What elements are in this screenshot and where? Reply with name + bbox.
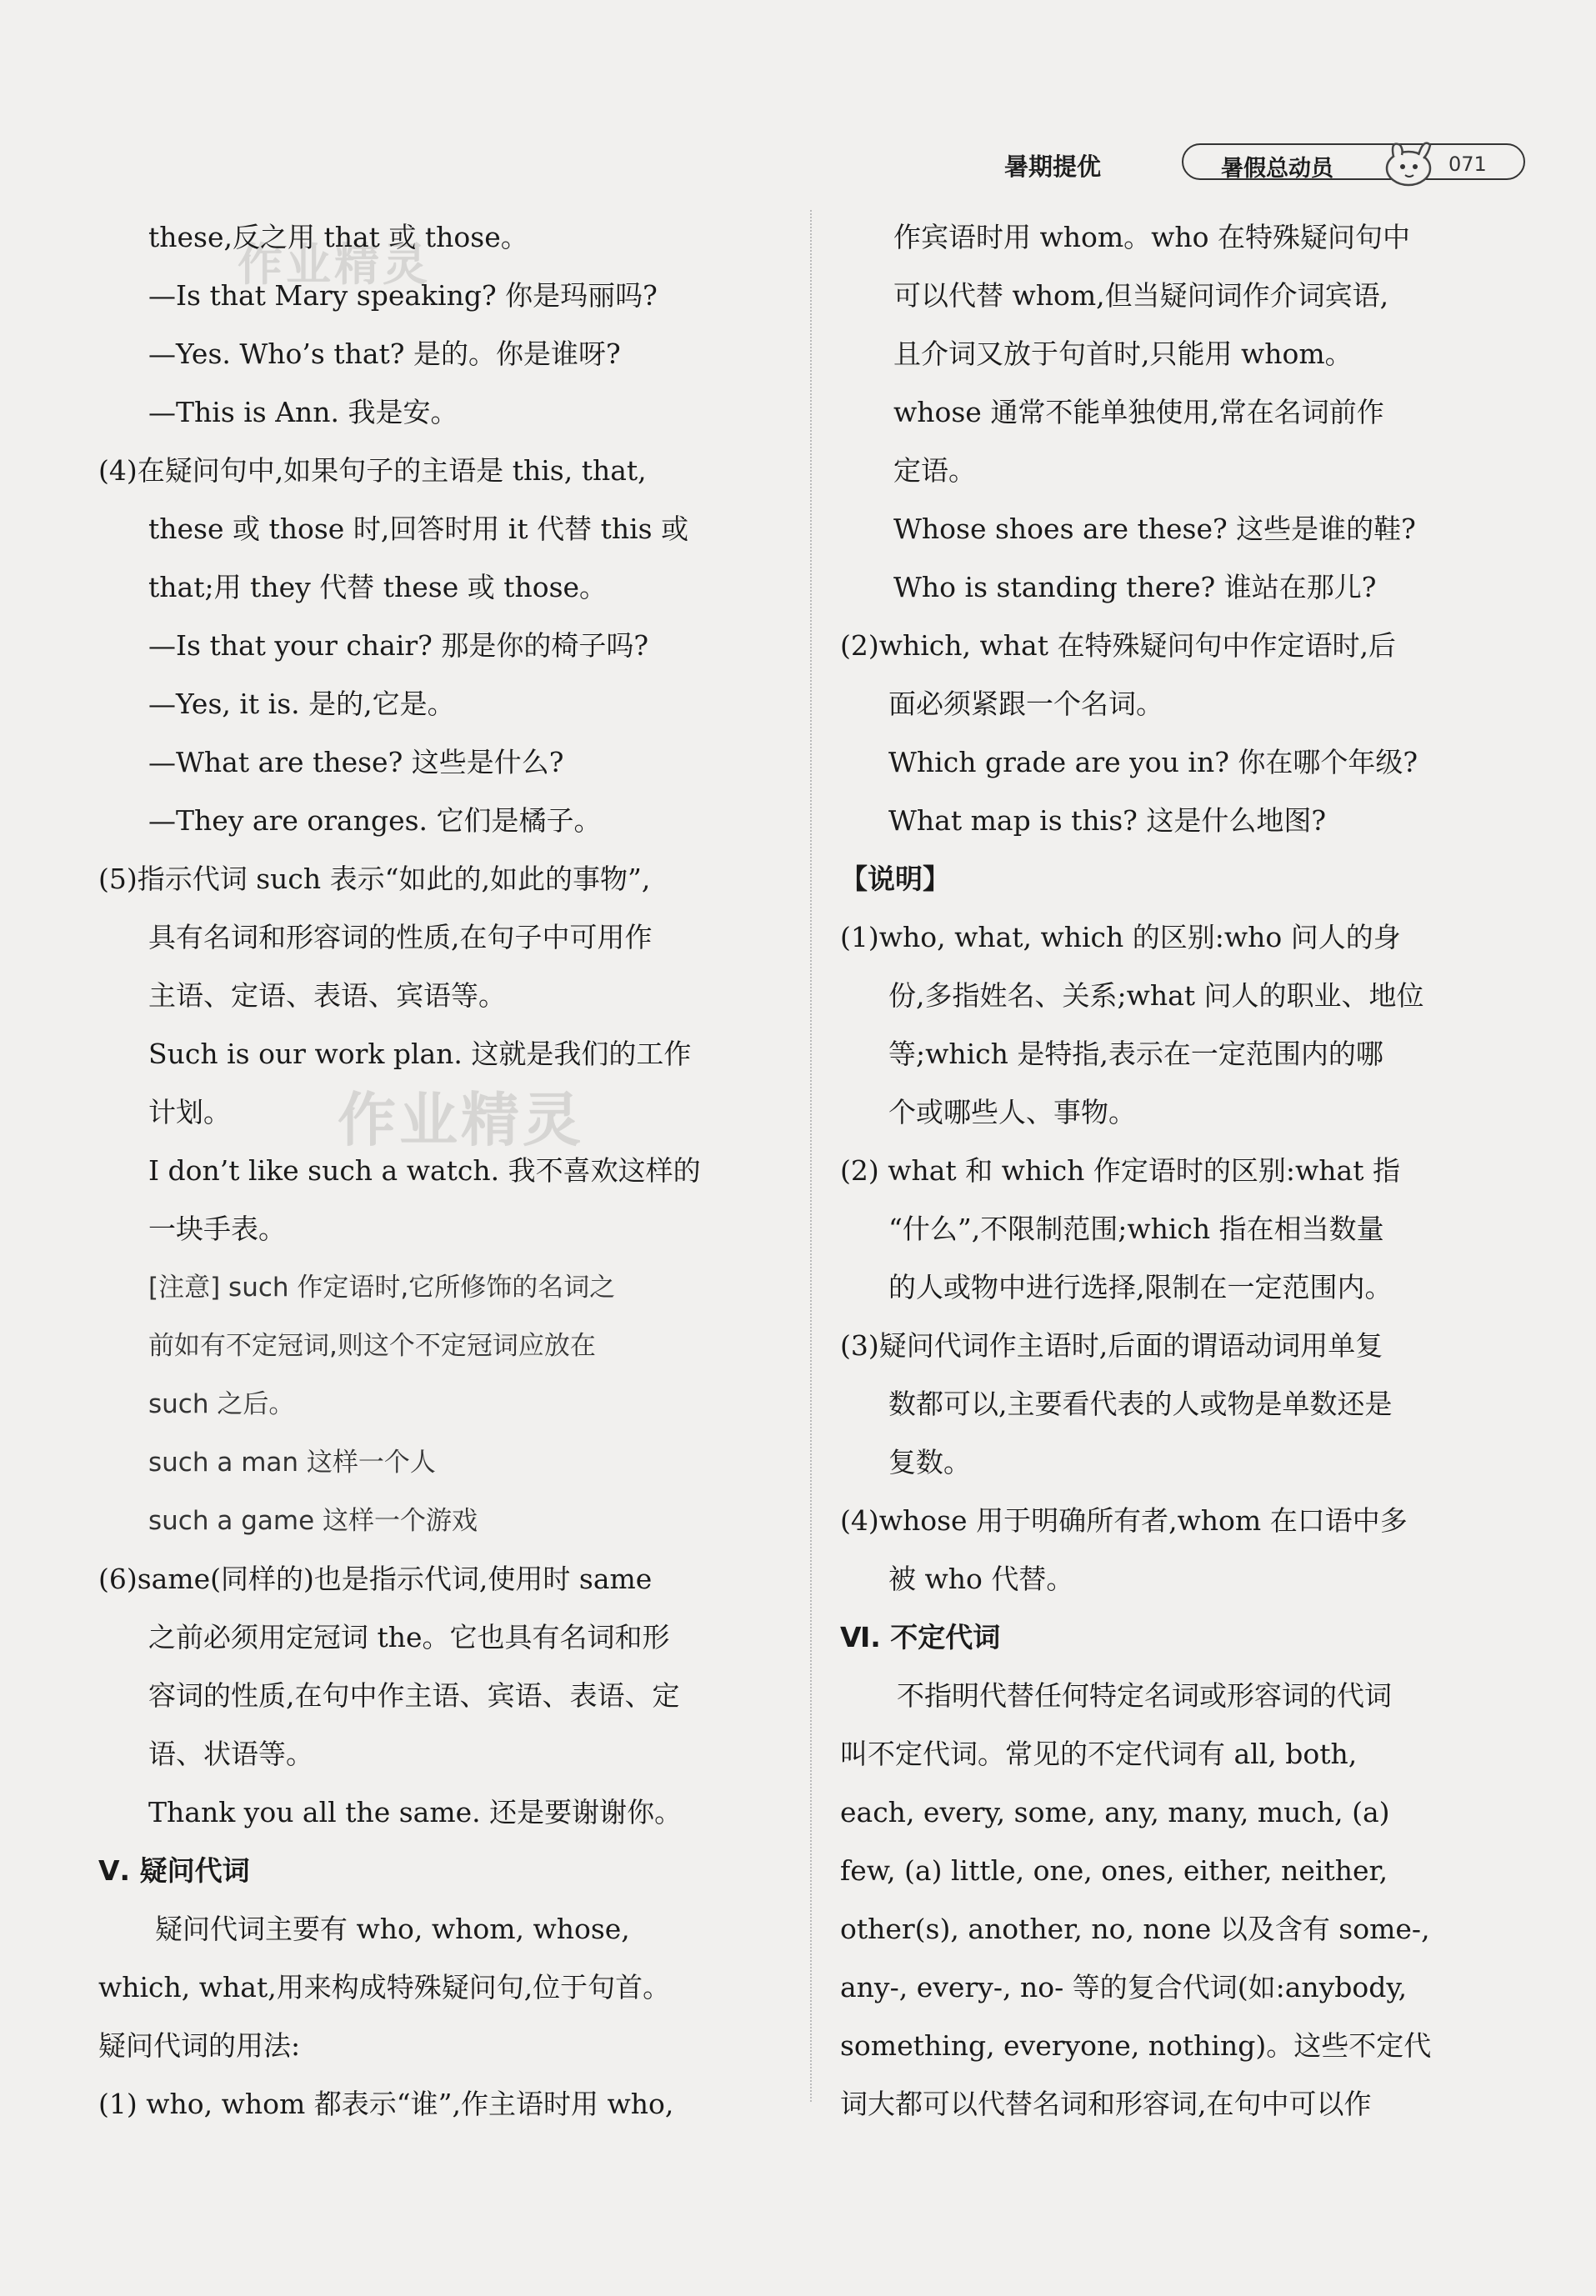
text-line: (1)who, what, which 的区别:who 问人的身 <box>840 921 1401 953</box>
text-line: 容词的性质,在句中作主语、宾语、表语、定 <box>148 1679 680 1712</box>
text-line: 语、状语等。 <box>148 1738 313 1770</box>
text-line: such a man 这样一个人 <box>148 1448 436 1478</box>
text-line: 个或哪些人、事物。 <box>888 1096 1136 1128</box>
text-line: Whose shoes are these? 这些是谁的鞋? <box>893 513 1416 545</box>
text-line: 不指明代替任何特定名词或形容词的代词 <box>897 1679 1392 1712</box>
text-line: 具有名词和形容词的性质,在句子中可用作 <box>148 921 653 953</box>
text-line: 作宾语时用 whom。who 在特殊疑问句中 <box>893 221 1411 253</box>
right-column <box>840 208 1523 2133</box>
text-line: 可以代替 whom,但当疑问词作介词宾语, <box>893 279 1389 312</box>
text-line: 被 who 代替。 <box>888 1563 1074 1595</box>
text-line: such 之后。 <box>148 1389 295 1419</box>
text-line: What map is this? 这是什么地图? <box>888 804 1327 837</box>
left-column <box>98 208 782 2133</box>
text-line: “什么”,不限制范围;which 指在相当数量 <box>888 1213 1384 1245</box>
text-line: —Is that your chair? 那是你的椅子吗? <box>148 629 649 662</box>
text-line: I don’t like such a watch. 我不喜欢这样的 <box>148 1154 701 1187</box>
text-line: 数都可以,主要看代表的人或物是单数还是 <box>888 1388 1393 1420</box>
text-line: 份,多指姓名、关系;what 问人的职业、地位 <box>888 979 1424 1012</box>
text-line: 之前必须用定冠词 the。它也具有名词和形 <box>148 1621 670 1653</box>
text-line: (4)whose 用于明确所有者,whom 在口语中多 <box>840 1504 1408 1537</box>
text-line: —Yes, it is. 是的,它是。 <box>148 688 455 720</box>
text-line: any-, every-, no- 等的复合代词(如:anybody, <box>840 1971 1408 2003</box>
text-line: Thank you all the same. 还是要谢谢你。 <box>148 1796 683 1828</box>
text-line: these 或 those 时,回答时用 it 代替 this 或 <box>148 513 689 545</box>
watermark: 作业精灵 <box>238 238 431 291</box>
section-heading: 【说明】 <box>840 863 950 895</box>
text-line: 疑问代词主要有 who, whom, whose, <box>155 1913 630 1945</box>
text-line: 且介词又放于句首时,只能用 whom。 <box>893 338 1353 370</box>
text-line: [注意] such 作定语时,它所修饰的名词之 <box>148 1273 616 1303</box>
text-line: which, what,用来构成特殊疑问句,位于句首。 <box>98 1971 671 2003</box>
column-divider <box>810 210 812 2102</box>
header-tag: 暑期提优 <box>1004 153 1102 181</box>
text-line: (3)疑问代词作主语时,后面的谓语动词用单复 <box>840 1329 1383 1362</box>
text-line: other(s), another, no, none 以及含有 some-, <box>840 1913 1430 1945</box>
section-heading: Ⅴ. 疑问代词 <box>98 1854 250 1887</box>
mascot-icon <box>1375 133 1442 192</box>
text-line: (6)same(同样的)也是指示代词,使用时 same <box>98 1563 653 1595</box>
text-line: 面必须紧跟一个名词。 <box>888 688 1163 720</box>
text-line: —This is Ann. 我是安。 <box>148 396 458 428</box>
text-line: few, (a) little, one, ones, either, neither, <box>840 1854 1388 1887</box>
text-line: such a game 这样一个游戏 <box>148 1506 478 1536</box>
text-line: 主语、定语、表语、宾语等。 <box>148 979 506 1012</box>
text-line: these,反之用 that 或 those。 <box>148 221 528 253</box>
text-line: —Is that Mary speaking? 你是玛丽吗? <box>148 279 658 312</box>
text-line: (4)在疑问句中,如果句子的主语是 this, that, <box>98 454 647 487</box>
section-heading: Ⅵ. 不定代词 <box>840 1621 1001 1653</box>
text-line: 复数。 <box>888 1446 971 1478</box>
header-pill-label: 暑假总动员 <box>1221 156 1333 182</box>
text-line: 词大都可以代替名词和形容词,在句中可以作 <box>840 2088 1372 2120</box>
text-line: 的人或物中进行选择,限制在一定范围内。 <box>888 1271 1393 1303</box>
text-line: (2) what 和 which 作定语时的区别:what 指 <box>840 1154 1400 1187</box>
text-line: each, every, some, any, many, much, (a) <box>840 1796 1390 1828</box>
page-number: 071 <box>1448 153 1487 176</box>
text-line: 计划。 <box>148 1096 231 1128</box>
text-line: 疑问代词的用法: <box>98 2029 301 2062</box>
text-line: 等;which 是特指,表示在一定范围内的哪 <box>888 1038 1383 1070</box>
text-line: something, everyone, nothing)。这些不定代 <box>840 2029 1432 2062</box>
text-line: —What are these? 这些是什么? <box>148 746 564 778</box>
text-line: (2)which, what 在特殊疑问句中作定语时,后 <box>840 629 1396 662</box>
text-line: —Yes. Who’s that? 是的。你是谁呀? <box>148 338 621 370</box>
text-line: Who is standing there? 谁站在那儿? <box>893 571 1377 603</box>
text-line: that;用 they 代替 these 或 those。 <box>148 571 608 603</box>
watermark: 作业精灵 <box>338 1086 584 1154</box>
text-line: 前如有不定冠词,则这个不定冠词应放在 <box>148 1331 596 1361</box>
text-line: 叫不定代词。常见的不定代词有 all, both, <box>840 1738 1358 1770</box>
text-line: (1) who, whom 都表示“谁”,作主语时用 who, <box>98 2088 674 2120</box>
text-line: Such is our work plan. 这就是我们的工作 <box>148 1038 692 1070</box>
text-line: Which grade are you in? 你在哪个年级? <box>888 746 1418 778</box>
text-line: whose 通常不能单独使用,常在名词前作 <box>893 396 1384 428</box>
text-line: 定语。 <box>893 454 976 487</box>
text-line: —They are oranges. 它们是橘子。 <box>148 804 602 837</box>
text-line: (5)指示代词 such 表示“如此的,如此的事物”, <box>98 863 651 895</box>
text-line: 一块手表。 <box>148 1213 286 1245</box>
